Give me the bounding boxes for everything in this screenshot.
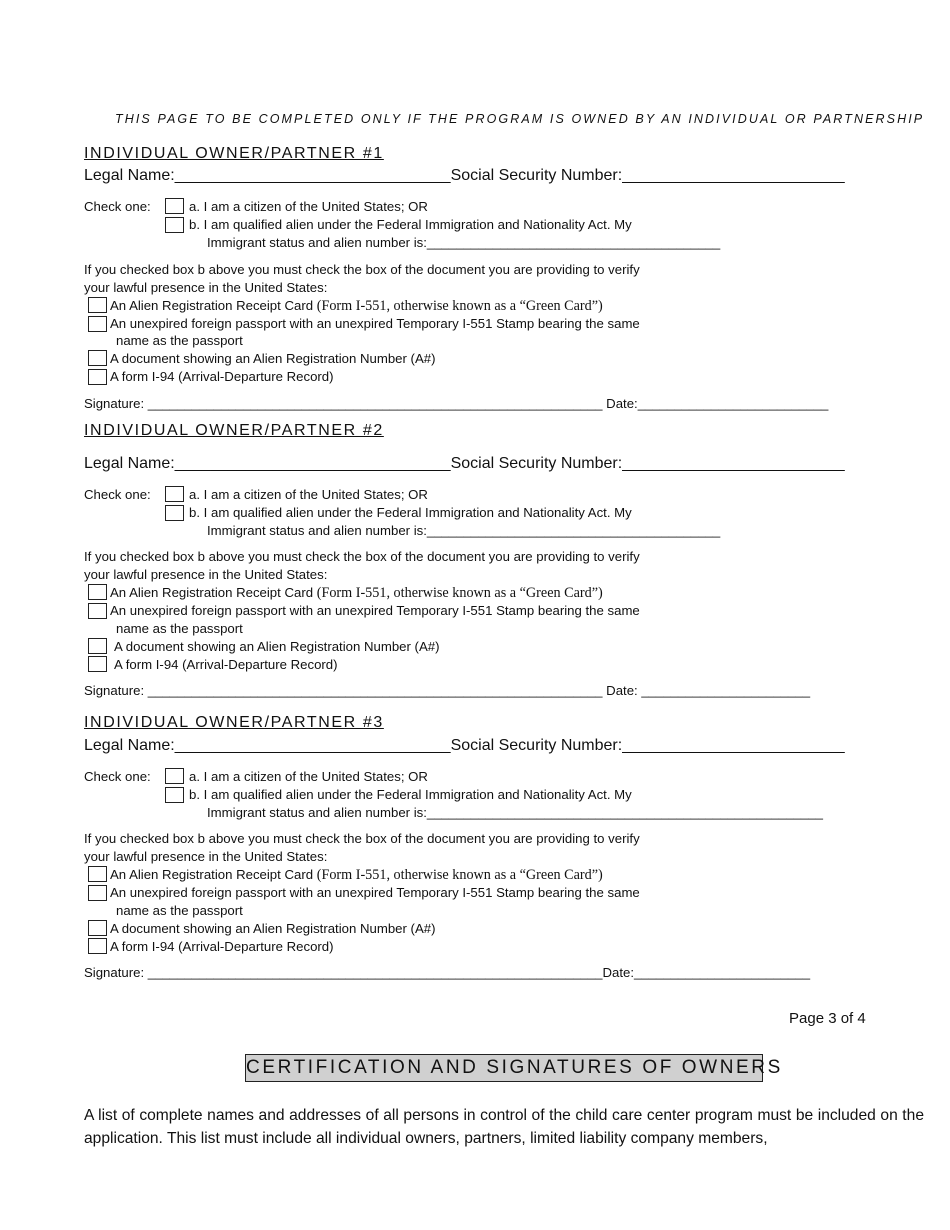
qualified-alien-option-label: b. I am qualified alien under the Federal Immigration and Nationality Act. My: [189, 217, 632, 232]
legal-name-ssn-field[interactable]: Legal Name:_______________________________Social Security Number:_________________________: [84, 167, 845, 184]
alien-number-label: A document showing an Alien Registration Number (A#): [110, 921, 436, 936]
document-instruction-2: your lawful presence in the United States:: [84, 849, 328, 864]
passport-label: An unexpired foreign passport with an unexpired Temporary I-551 Stamp bearing the same: [110, 885, 640, 900]
i94-label: A form I-94 (Arrival-Departure Record): [110, 939, 334, 954]
passport-checkbox[interactable]: [88, 603, 107, 619]
document-instruction: If you checked box b above you must check the box of the document you are providing to verify: [84, 831, 640, 846]
signature-date-field[interactable]: Signature: ______________________________________________________________Date:________________________: [84, 965, 811, 980]
check-one-label: Check one:: [84, 199, 151, 214]
green-card-checkbox[interactable]: [88, 297, 107, 313]
legal-name-ssn-field[interactable]: Legal Name:_______________________________Social Security Number:_________________________: [84, 737, 845, 754]
document-instruction: If you checked box b above you must check the box of the document you are providing to verify: [84, 262, 640, 277]
section-title: INDIVIDUAL OWNER/PARTNER #2: [84, 422, 384, 439]
green-card-checkbox[interactable]: [88, 584, 107, 600]
passport-label-cont: name as the passport: [116, 621, 243, 636]
green-card-label: An Alien Registration Receipt Card (Form I-551, otherwise known as a “Green Card”): [110, 867, 603, 883]
i94-checkbox[interactable]: [88, 369, 107, 385]
passport-label-cont: name as the passport: [116, 903, 243, 918]
alien-number-label: A document showing an Alien Registration Number (A#): [114, 639, 440, 654]
alien-number-checkbox[interactable]: [88, 350, 107, 366]
alien-number-checkbox[interactable]: [88, 920, 107, 936]
check-one-label: Check one:: [84, 769, 151, 784]
citizen-checkbox[interactable]: [165, 486, 184, 502]
qualified-alien-checkbox[interactable]: [165, 217, 184, 233]
qualified-alien-option-label: b. I am qualified alien under the Federal Immigration and Nationality Act. My: [189, 787, 632, 802]
immigrant-status-field[interactable]: Immigrant status and alien number is:________________________________________: [207, 523, 721, 538]
signature-date-field[interactable]: Signature: ______________________________________________________________ Date:__________________________: [84, 396, 829, 411]
qualified-alien-checkbox[interactable]: [165, 787, 184, 803]
passport-label-cont: name as the passport: [116, 333, 243, 348]
i94-checkbox[interactable]: [88, 938, 107, 954]
citizen-option-label: a. I am a citizen of the United States; OR: [189, 199, 428, 214]
check-one-label: Check one:: [84, 487, 151, 502]
green-card-label: An Alien Registration Receipt Card (Form I-551, otherwise known as a “Green Card”): [110, 585, 603, 601]
citizen-option-label: a. I am a citizen of the United States; OR: [189, 769, 428, 784]
immigrant-status-field[interactable]: Immigrant status and alien number is:______________________________________________________: [207, 805, 823, 820]
passport-checkbox[interactable]: [88, 316, 107, 332]
legal-name-ssn-field[interactable]: Legal Name:_______________________________Social Security Number:_________________________: [84, 455, 845, 472]
page-number: Page 3 of 4: [789, 1010, 866, 1027]
qualified-alien-option-label: b. I am qualified alien under the Federal Immigration and Nationality Act. My: [189, 505, 632, 520]
signature-date-field[interactable]: Signature: ______________________________________________________________ Date: _______________________: [84, 683, 811, 698]
alien-number-label: A document showing an Alien Registration Number (A#): [110, 351, 436, 366]
i94-label: A form I-94 (Arrival-Departure Record): [114, 657, 338, 672]
citizen-option-label: a. I am a citizen of the United States; OR: [189, 487, 428, 502]
section-title: INDIVIDUAL OWNER/PARTNER #3: [84, 714, 384, 731]
green-card-checkbox[interactable]: [88, 866, 107, 882]
i94-label: A form I-94 (Arrival-Departure Record): [110, 369, 334, 384]
immigrant-status-field[interactable]: Immigrant status and alien number is:________________________________________: [207, 235, 721, 250]
certification-title: CERTIFICATION AND SIGNATURES OF OWNERS: [245, 1054, 763, 1082]
green-card-text: An Alien Registration Receipt Card (Form I-551, otherwise known as a “Green Card”): [110, 298, 603, 314]
green-card-label: [110, 298, 603, 315]
passport-checkbox[interactable]: [88, 885, 107, 901]
document-instruction-2: your lawful presence in the United States:: [84, 280, 328, 295]
document-instruction-2: your lawful presence in the United States:: [84, 567, 328, 582]
alien-number-checkbox[interactable]: [88, 638, 107, 654]
qualified-alien-checkbox[interactable]: [165, 505, 184, 521]
page-notice: THIS PAGE TO BE COMPLETED ONLY IF THE PROGRAM IS OWNED BY AN INDIVIDUAL OR PARTNERSHIP: [115, 112, 925, 126]
passport-label: An unexpired foreign passport with an unexpired Temporary I-551 Stamp bearing the same: [110, 316, 640, 331]
section-title: INDIVIDUAL OWNER/PARTNER #1: [84, 145, 384, 162]
citizen-checkbox[interactable]: [165, 768, 184, 784]
i94-checkbox[interactable]: [88, 656, 107, 672]
certification-paragraph: A list of complete names and addresses of all persons in control of the child care center program must be included on the application. This list must include all individual owners, partners, limited liability company members,: [84, 1107, 924, 1147]
citizen-checkbox[interactable]: [165, 198, 184, 214]
document-instruction: If you checked box b above you must check the box of the document you are providing to verify: [84, 549, 640, 564]
passport-label: An unexpired foreign passport with an unexpired Temporary I-551 Stamp bearing the same: [110, 603, 640, 618]
